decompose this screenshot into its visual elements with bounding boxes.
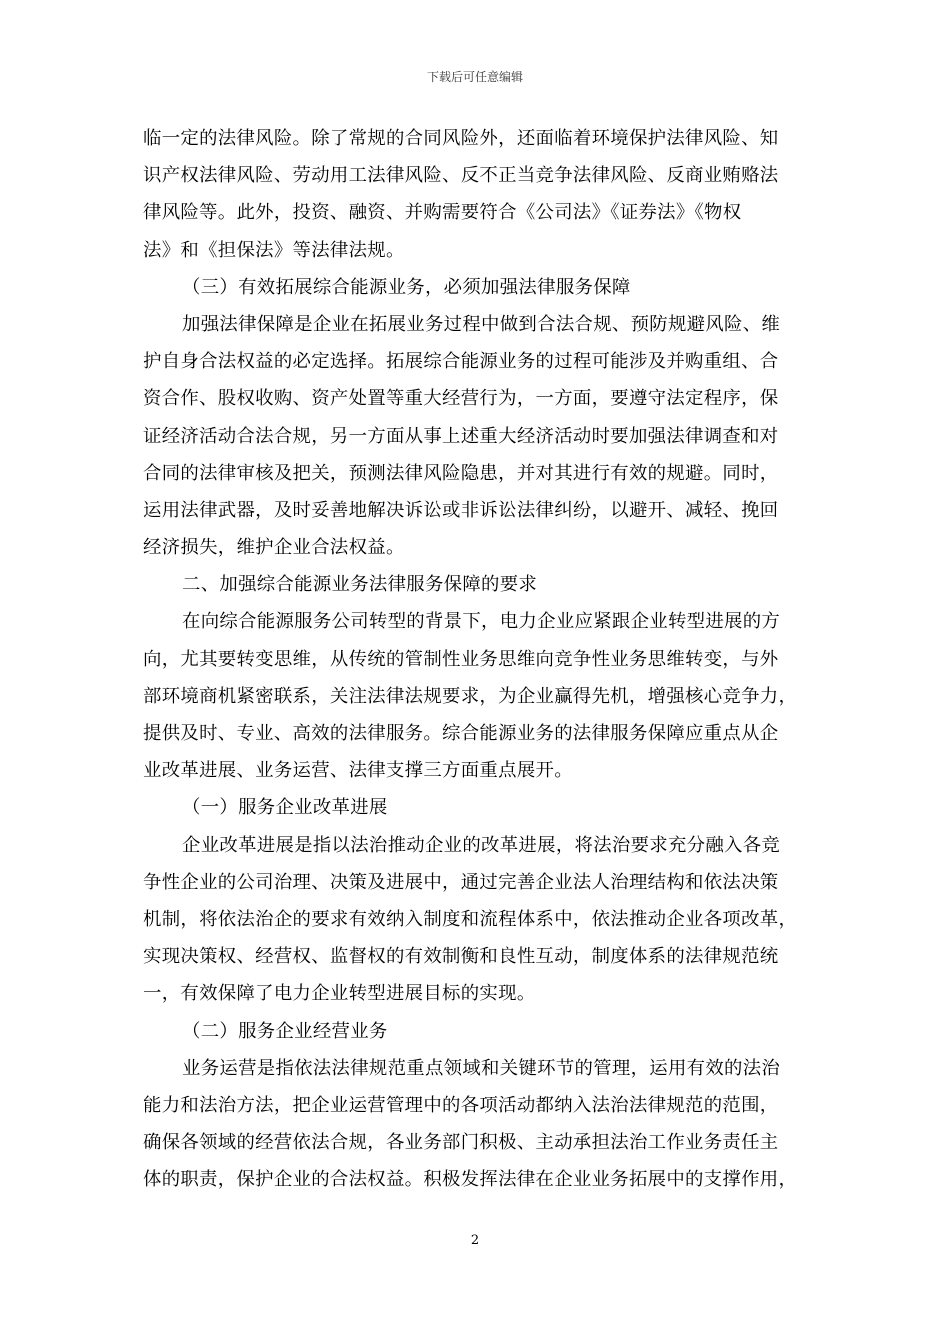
text-line: 资合作、股权收购、资产处置等重大经营行为，一方面，要遵守法定程序，保 [143, 388, 779, 410]
text-line: 体的职责，保护企业的合法权益。积极发挥法律在企业业务拓展中的支撑作用， [143, 1169, 798, 1191]
text-line: 能力和法治方法，把企业运营管理中的各项活动都纳入法治法律规范的范围， [143, 1094, 779, 1116]
text-line: 护自身合法权益的必定选择。拓展综合能源业务的过程可能涉及并购重组、合 [143, 351, 779, 373]
text-line: 二、加强综合能源业务法律服务保障的要求 [182, 574, 538, 596]
text-line: 确保各领域的经营依法合规，各业务部门积极、主动承担法治工作业务责任主 [143, 1132, 779, 1154]
text-line: 经济损失，维护企业合法权益。 [143, 537, 405, 559]
document-body [143, 120, 807, 1198]
page-number: 2 [470, 1233, 480, 1248]
text-line: 证经济活动合法合规，另一方面从事上述重大经济活动时要加强法律调查和对 [143, 425, 779, 447]
text-line: 加强法律保障是企业在拓展业务过程中做到合法合规、预防规避风险、维 [182, 313, 781, 335]
text-line: 识产权法律风险、劳动用工法律风险、反不正当竞争法律风险、反商业贿赂法 [143, 165, 779, 187]
text-line: 律风险等。此外，投资、融资、并购需要符合《公司法》《证券法》《物权 [143, 202, 742, 224]
text-line: 在向综合能源服务公司转型的背景下，电力企业应紧跟企业转型进展的方 [182, 611, 781, 633]
text-line: 部环境商机紧密联系，关注法律法规要求，为企业赢得先机，增强核心竞争力， [143, 685, 798, 707]
text-line: 合同的法律审核及把关，预测法律风险隐患，并对其进行有效的规避。同时， [143, 462, 779, 484]
text-line: 法》和《担保法》等法律法规。 [143, 239, 405, 261]
text-line: 争性企业的公司治理、决策及进展中，通过完善企业法人治理结构和依法决策 [143, 871, 779, 893]
text-line: 业改革进展、业务运营、法律支撑三方面重点展开。 [143, 760, 573, 782]
text-line: 向，尤其要转变思维，从传统的管制性业务思维向竞争性业务思维转变，与外 [143, 648, 779, 670]
text-line: 企业改革进展是指以法治推动企业的改革进展，将法治要求充分融入各竞 [182, 834, 781, 856]
text-line: 业务运营是指依法法律规范重点领域和关键环节的管理，运用有效的法治 [182, 1057, 781, 1079]
text-line: 实现决策权、经营权、监督权的有效制衡和良性互动，制度体系的法律规范统 [143, 946, 779, 968]
text-line: 提供及时、专业、高效的法律服务。综合能源业务的法律服务保障应重点从企 [143, 723, 779, 744]
text-line: （二）服务企业经营业务 [182, 1020, 388, 1042]
text-line: 机制，将依法治企的要求有效纳入制度和流程体系中，依法推动企业各项改革， [143, 908, 798, 930]
text-line: （三）有效拓展综合能源业务，必须加强法律服务保障 [182, 276, 631, 298]
text-line: （一）服务企业改革进展 [182, 797, 388, 819]
text-line: 运用法律武器，及时妥善地解决诉讼或非诉讼法律纠纷，以避开、减轻、挽回 [143, 499, 779, 521]
text-line: 一，有效保障了电力企业转型进展目标的实现。 [143, 983, 536, 1005]
text-line: 临一定的法律风险。除了常规的合同风险外，还面临着环境保护法律风险、知 [143, 128, 779, 149]
page-header: 下载后可任意编辑 [426, 70, 523, 84]
